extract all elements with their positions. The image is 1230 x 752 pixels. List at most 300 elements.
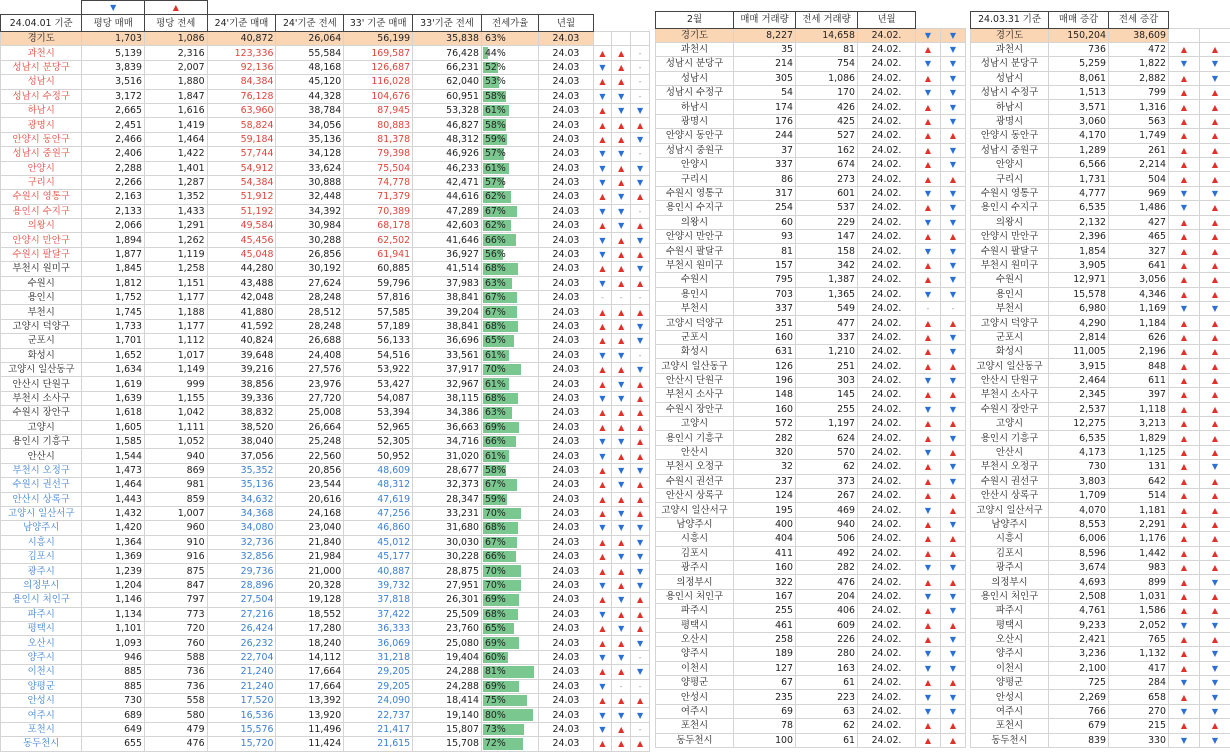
table-row[interactable] [971, 647, 1230, 661]
jeonse-33: 36,927 [413, 247, 482, 261]
trend-indicator-1 [916, 42, 941, 56]
table-row[interactable] [971, 618, 1230, 632]
table-row[interactable] [971, 704, 1230, 718]
table-row[interactable] [971, 719, 1230, 733]
table-row[interactable] [1, 737, 650, 751]
table-row[interactable] [971, 431, 1230, 445]
trend-indicator-2 [612, 478, 631, 492]
jeonse-24: 24,168 [276, 506, 344, 520]
table-row[interactable] [656, 704, 966, 718]
down-arrow-icon: ▼ [618, 380, 624, 389]
sale-volume: 196 [734, 373, 796, 387]
table-row[interactable] [656, 301, 966, 315]
up-arrow-icon: ▲ [925, 74, 931, 83]
sale-33: 70,389 [344, 204, 413, 218]
price-per-pyeong-jeonse: 1,188 [144, 305, 207, 319]
trend-indicator-2 [1200, 661, 1230, 675]
table-row[interactable] [971, 71, 1230, 85]
price-per-pyeong-jeonse: 940 [144, 449, 207, 463]
year-month: 24.02. [858, 114, 916, 128]
table-row[interactable] [656, 733, 966, 747]
table-row[interactable] [971, 532, 1230, 546]
sale-24: 49,584 [207, 219, 276, 233]
trend-indicator-2 [612, 118, 631, 132]
table-row[interactable] [971, 273, 1230, 287]
table-row[interactable] [1, 175, 650, 189]
table-row[interactable] [656, 330, 966, 344]
up-arrow-icon: ▲ [925, 160, 931, 169]
table-row[interactable] [971, 172, 1230, 186]
trend-indicator-1 [593, 190, 612, 204]
table-row[interactable] [1, 46, 650, 60]
down-arrow-icon: ▼ [925, 506, 931, 515]
table-row[interactable] [971, 676, 1230, 690]
trend-indicator-2 [1200, 431, 1230, 445]
table-row[interactable] [656, 719, 966, 733]
sale-change: 2,537 [1049, 402, 1109, 416]
table-row[interactable] [1, 650, 650, 664]
table-row[interactable] [1, 478, 650, 492]
table-row[interactable] [971, 57, 1230, 71]
trend-indicator-2 [612, 276, 631, 290]
column-header[interactable]: 년월 [858, 11, 916, 28]
table-row[interactable] [971, 201, 1230, 215]
table-row[interactable] [971, 258, 1230, 272]
jeonse-24: 24,408 [276, 348, 344, 362]
column-header[interactable]: 평당 전세 [144, 15, 207, 32]
table-row[interactable] [1, 161, 650, 175]
jeonse-24: 30,288 [276, 233, 344, 247]
jeonse-24: 13,920 [276, 708, 344, 722]
table-row[interactable] [971, 301, 1230, 315]
table-row[interactable] [1, 362, 650, 376]
price-per-pyeong-jeonse: 1,616 [144, 103, 207, 117]
trend-indicator-1 [916, 201, 941, 215]
trend-indicator-1 [1169, 460, 1200, 474]
table-row[interactable] [656, 172, 966, 186]
table-row[interactable] [656, 287, 966, 301]
table-row[interactable] [1, 377, 650, 391]
table-row[interactable] [1, 262, 650, 276]
jeonse-volume: 1,210 [796, 345, 858, 359]
trend-indicator-1 [593, 420, 612, 434]
down-arrow-icon: ▼ [950, 117, 956, 126]
sale-volume: 795 [734, 273, 796, 287]
jeonse-volume: 14,658 [796, 28, 858, 42]
trend-indicator-2 [612, 650, 631, 664]
trend-indicator-2 [612, 420, 631, 434]
table-row[interactable] [971, 316, 1230, 330]
up-arrow-icon: ▲ [925, 319, 931, 328]
table-row[interactable] [656, 604, 966, 618]
sale-33: 81,378 [344, 132, 413, 146]
table-row[interactable] [1, 204, 650, 218]
table-row[interactable] [656, 359, 966, 373]
table-row[interactable] [1, 319, 650, 333]
table-row[interactable] [971, 604, 1230, 618]
up-arrow-icon: ▲ [1181, 405, 1187, 414]
sale-volume: 703 [734, 287, 796, 301]
table-row[interactable] [656, 489, 966, 503]
table-row[interactable] [1, 679, 650, 693]
table-row[interactable] [971, 388, 1230, 402]
sale-change: 1,709 [1049, 489, 1109, 503]
table-row[interactable] [1, 147, 650, 161]
table-row[interactable] [971, 560, 1230, 574]
table-row[interactable] [971, 589, 1230, 603]
up-arrow-icon: ▲ [950, 131, 956, 140]
table-row[interactable] [971, 158, 1230, 172]
trend-indicator-1 [1169, 186, 1200, 200]
trend-indicator-2 [612, 521, 631, 535]
spacer [796, 0, 858, 11]
table-row[interactable] [1, 247, 650, 261]
table-row[interactable] [656, 618, 966, 632]
up-arrow-icon: ▲ [925, 347, 931, 356]
table-row[interactable] [1, 60, 650, 74]
total-row[interactable] [1, 32, 650, 46]
table-row[interactable] [1, 219, 650, 233]
price-per-pyeong-sale: 1,752 [82, 291, 145, 305]
table-row[interactable] [1, 550, 650, 564]
up-arrow-icon: ▲ [618, 581, 624, 590]
up-arrow-icon: ▲ [618, 308, 624, 317]
column-header[interactable]: 33'기준 전세 [413, 15, 482, 32]
trend-indicator-2 [612, 377, 631, 391]
table-row[interactable] [971, 575, 1230, 589]
table-row[interactable] [656, 345, 966, 359]
table-row[interactable] [1, 291, 650, 305]
table-row[interactable] [656, 690, 966, 704]
up-arrow-icon: ▲ [1181, 146, 1187, 155]
table-row[interactable] [656, 532, 966, 546]
table-row[interactable] [656, 57, 966, 71]
year-month: 24.03 [539, 175, 593, 189]
table-row[interactable] [971, 287, 1230, 301]
table-row[interactable] [1, 276, 650, 290]
up-arrow-icon: ▲ [637, 250, 643, 259]
column-header[interactable]: 24'기준 전세 [276, 15, 344, 32]
table-row[interactable] [1, 348, 650, 362]
region-name: 군포시 [971, 330, 1049, 344]
flat-dash-icon: - [639, 725, 642, 734]
table-row[interactable] [1, 75, 650, 89]
table-row[interactable] [1, 564, 650, 578]
price-per-pyeong-sale: 2,466 [82, 132, 145, 146]
table-row[interactable] [656, 388, 966, 402]
trend-indicator-2 [1200, 489, 1230, 503]
table-row[interactable] [1, 305, 650, 319]
table-row[interactable] [971, 42, 1230, 56]
column-header[interactable]: 매매 거래량 [734, 11, 796, 28]
table-row[interactable] [656, 474, 966, 488]
table-row[interactable] [656, 546, 966, 560]
down-arrow-icon: ▼ [637, 639, 643, 648]
region-name: 성남시 수정구 [656, 86, 734, 100]
year-month: 24.02. [858, 28, 916, 42]
jeonse-24: 13,392 [276, 693, 344, 707]
trend-indicator-2 [612, 708, 631, 722]
column-header[interactable]: 년월 [539, 15, 593, 32]
sale-volume: 157 [734, 258, 796, 272]
sale-volume: 93 [734, 229, 796, 243]
region-name: 김포시 [656, 546, 734, 560]
table-row[interactable] [971, 215, 1230, 229]
table-row[interactable] [1, 233, 650, 247]
table-row[interactable] [1, 535, 650, 549]
table-row[interactable] [971, 402, 1230, 416]
table-row[interactable] [1, 420, 650, 434]
table-row[interactable] [1, 492, 650, 506]
trend-indicator-2 [612, 564, 631, 578]
jeonse-33: 37,917 [413, 362, 482, 376]
table-row[interactable] [656, 244, 966, 258]
column-header[interactable]: 전세 증감 [1109, 11, 1169, 28]
region-name: 하남시 [971, 100, 1049, 114]
table-row[interactable] [1, 406, 650, 420]
table-row[interactable] [971, 517, 1230, 531]
table-row[interactable] [1, 89, 650, 103]
jeonse-change: 514 [1109, 489, 1169, 503]
table-row[interactable] [971, 445, 1230, 459]
jeonse-24: 35,136 [276, 132, 344, 146]
trend-indicator-3 [631, 737, 650, 751]
trend-indicator-2 [941, 690, 966, 704]
table-row[interactable] [656, 114, 966, 128]
table-row[interactable] [971, 632, 1230, 646]
up-arrow-icon: ▲ [950, 448, 956, 457]
up-arrow-icon: ▲ [1181, 232, 1187, 241]
up-arrow-icon: ▲ [599, 739, 605, 748]
table-row[interactable] [656, 201, 966, 215]
table-row[interactable] [1, 334, 650, 348]
table-row[interactable] [656, 460, 966, 474]
table-row[interactable] [1, 622, 650, 636]
table-row[interactable] [656, 560, 966, 574]
table-row[interactable] [656, 373, 966, 387]
table-row[interactable] [656, 273, 966, 287]
trend-indicator-1 [593, 132, 612, 146]
sale-33: 126,687 [344, 60, 413, 74]
table-row[interactable] [1, 521, 650, 535]
table-row[interactable] [1, 578, 650, 592]
jeonse-change: 969 [1109, 186, 1169, 200]
column-header[interactable]: 24'기준 매매 [207, 15, 276, 32]
table-row[interactable] [656, 431, 966, 445]
trend-indicator-1 [1169, 647, 1200, 661]
table-row[interactable] [971, 417, 1230, 431]
column-header[interactable]: 평당 매매 [82, 15, 145, 32]
table-row[interactable] [656, 129, 966, 143]
table-row[interactable] [656, 517, 966, 531]
table-row[interactable] [1, 607, 650, 621]
table-row[interactable] [1, 722, 650, 736]
table-row[interactable] [971, 503, 1230, 517]
column-header[interactable]: 전세 거래량 [796, 11, 858, 28]
up-arrow-icon: ▲ [1212, 247, 1218, 256]
down-arrow-icon: ▼ [599, 63, 605, 72]
region-name: 시흥시 [656, 532, 734, 546]
price-per-pyeong-jeonse: 1,119 [144, 247, 207, 261]
table-row[interactable] [656, 86, 966, 100]
region-name: 수원시 [1, 276, 82, 290]
table-row[interactable] [1, 506, 650, 520]
price-per-pyeong-jeonse: 720 [144, 622, 207, 636]
up-arrow-icon: ▲ [599, 595, 605, 604]
up-arrow-icon: ▲ [1181, 491, 1187, 500]
table-row[interactable] [1, 391, 650, 405]
jeonse-change: 3,213 [1109, 417, 1169, 431]
price-per-pyeong-sale: 5,139 [82, 46, 145, 60]
table-row[interactable] [656, 661, 966, 675]
up-arrow-icon: ▲ [1181, 592, 1187, 601]
table-row[interactable] [971, 359, 1230, 373]
table-row[interactable] [656, 186, 966, 200]
table-row[interactable] [1, 593, 650, 607]
table-row[interactable] [656, 445, 966, 459]
jeonse-change: 626 [1109, 330, 1169, 344]
region-name: 이천시 [1, 665, 82, 679]
region-name: 수원시 장안구 [656, 402, 734, 416]
table-row[interactable] [971, 330, 1230, 344]
table-row[interactable] [1, 665, 650, 679]
trend-indicator-1 [1169, 618, 1200, 632]
spacer [612, 15, 631, 32]
price-per-pyeong-sale: 2,406 [82, 147, 145, 161]
table-row[interactable] [1, 693, 650, 707]
trend-indicator-1 [593, 247, 612, 261]
jeonse-change: 611 [1109, 373, 1169, 387]
spacer [1200, 0, 1230, 11]
table-row[interactable] [1, 190, 650, 204]
jeonse-ratio-cell [481, 291, 538, 305]
table-row[interactable] [656, 258, 966, 272]
table-row[interactable] [656, 100, 966, 114]
jeonse-24: 17,664 [276, 679, 344, 693]
region-name: 수원시 팔달구 [656, 244, 734, 258]
table-row[interactable] [656, 143, 966, 157]
ratio-text: 81% [482, 666, 506, 677]
table-row[interactable] [1, 118, 650, 132]
table-row[interactable] [656, 575, 966, 589]
table-row[interactable] [656, 417, 966, 431]
sort-indicator[interactable]: ▲ [144, 1, 207, 15]
sale-change: 766 [1049, 704, 1109, 718]
table-row[interactable] [971, 229, 1230, 243]
column-header[interactable]: 2월 [656, 11, 734, 28]
price-per-pyeong-sale: 885 [82, 665, 145, 679]
ratio-text: 65% [482, 335, 506, 346]
ratio-text: 62% [482, 191, 506, 202]
table-row[interactable] [971, 661, 1230, 675]
region-name: 부천시 오정구 [971, 460, 1049, 474]
table-row[interactable] [656, 215, 966, 229]
table-row[interactable] [656, 632, 966, 646]
table-row[interactable] [971, 690, 1230, 704]
up-arrow-icon: ▲ [618, 567, 624, 576]
table-row[interactable] [971, 143, 1230, 157]
region-name: 광명시 [656, 114, 734, 128]
region-name: 고양시 일산서구 [971, 503, 1049, 517]
table-row[interactable] [1, 463, 650, 477]
trend-indicator-2 [941, 460, 966, 474]
table-row[interactable] [656, 402, 966, 416]
sale-24: 54,384 [207, 175, 276, 189]
up-arrow-icon: ▲ [1181, 549, 1187, 558]
jeonse-33: 25,080 [413, 636, 482, 650]
sort-indicator[interactable]: ▼ [82, 1, 145, 15]
table-row[interactable] [971, 186, 1230, 200]
table-row[interactable] [1, 636, 650, 650]
jeonse-33: 25,509 [413, 607, 482, 621]
up-arrow-icon: ▲ [925, 419, 931, 428]
table-row[interactable] [971, 244, 1230, 258]
table-row[interactable] [656, 676, 966, 690]
table-row[interactable] [971, 100, 1230, 114]
table-row[interactable] [656, 158, 966, 172]
table-row[interactable] [656, 503, 966, 517]
jeonse-volume: 492 [796, 546, 858, 560]
jeonse-24: 34,392 [276, 204, 344, 218]
up-arrow-icon: ▲ [1212, 419, 1218, 428]
sale-33: 56,133 [344, 334, 413, 348]
down-arrow-icon: ▼ [618, 480, 624, 489]
table-row[interactable] [971, 474, 1230, 488]
flat-dash-icon: - [927, 304, 930, 313]
table-row[interactable] [971, 373, 1230, 387]
table-row[interactable] [656, 316, 966, 330]
trend-indicator-2 [612, 449, 631, 463]
table-row[interactable] [971, 129, 1230, 143]
total-row[interactable] [656, 28, 966, 42]
down-arrow-icon: ▼ [1212, 578, 1218, 587]
table-row[interactable] [656, 589, 966, 603]
region-name: 남양주시 [656, 517, 734, 531]
column-header[interactable]: 전세가율 [481, 15, 538, 32]
table-row[interactable] [1, 103, 650, 117]
table-row[interactable] [1, 449, 650, 463]
price-per-pyeong-sale: 946 [82, 650, 145, 664]
total-row[interactable] [971, 28, 1230, 42]
table-row[interactable] [1, 708, 650, 722]
table-row[interactable] [971, 460, 1230, 474]
header-row [656, 11, 966, 28]
trend-indicator-3 [631, 348, 650, 362]
trend-indicator-2 [941, 417, 966, 431]
table-row[interactable] [971, 114, 1230, 128]
table-row[interactable] [1, 434, 650, 448]
column-header[interactable]: 24.03.31 기준 [971, 11, 1049, 28]
table-row[interactable] [656, 42, 966, 56]
table-row[interactable] [971, 86, 1230, 100]
column-header[interactable]: 매매 증감 [1049, 11, 1109, 28]
column-header[interactable]: 33' 기준 매매 [344, 15, 413, 32]
table-row[interactable] [656, 71, 966, 85]
table-row[interactable] [971, 345, 1230, 359]
table-row[interactable] [656, 229, 966, 243]
ratio-text: 65% [482, 623, 506, 634]
table-row[interactable] [971, 733, 1230, 747]
table-row[interactable] [656, 647, 966, 661]
column-header[interactable]: 24.04.01 기준 [1, 15, 82, 32]
down-arrow-icon: ▼ [1212, 678, 1218, 687]
ratio-text: 57% [482, 177, 506, 188]
sale-24: 32,736 [207, 535, 276, 549]
table-row[interactable] [971, 546, 1230, 560]
table-row[interactable] [971, 489, 1230, 503]
table-row[interactable] [1, 132, 650, 146]
trend-indicator-2 [941, 661, 966, 675]
